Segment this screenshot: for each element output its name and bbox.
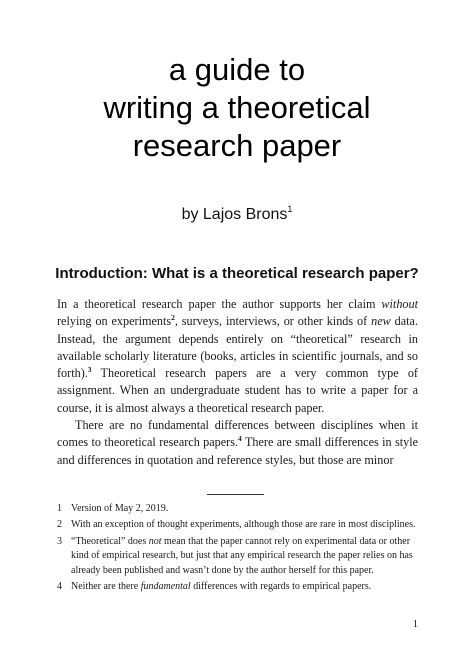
footnote-text: Version of May 2, 2019. xyxy=(71,503,169,514)
footnote-number: 3 xyxy=(57,535,62,547)
p1-text-5: Theoretical research papers are a very common type of assignment. When an undergraduate student has to write a paper for a course, it is almost always a theoretical research paper. xyxy=(57,366,418,415)
footnote-number: 2 xyxy=(57,519,62,531)
p2-text-2: There are small differences in style and differences in quotation and reference styles, but those are minor xyxy=(57,435,418,467)
footnote-3-text-a: “Theoretical” does xyxy=(71,535,149,547)
footnote-3-emphasis: not xyxy=(148,535,162,547)
footnote-4-emphasis: fundamental xyxy=(140,581,191,593)
footnote-4-text-a: Neither are there xyxy=(71,581,141,593)
footnote-divider xyxy=(207,494,264,495)
footnote-text xyxy=(71,580,418,594)
author-footnote-mark: 1 xyxy=(287,204,293,214)
footnote-ref-4: 4 xyxy=(238,434,242,444)
footnote-number: 1 xyxy=(57,503,62,514)
footnotes xyxy=(57,502,418,596)
footnote-ref-2: 2 xyxy=(171,313,175,323)
author-line xyxy=(0,204,474,224)
footnote-4 xyxy=(57,580,418,594)
title-line-1: a guide to xyxy=(168,52,306,87)
paragraph-2 xyxy=(57,417,418,469)
p1-text-1: In a theoretical research paper the author supports her claim xyxy=(57,297,382,311)
section-heading: Introduction: What is a theoretical research paper? xyxy=(55,265,419,282)
author-name: by Lajos Brons xyxy=(181,206,288,223)
p1-emphasis-new: new xyxy=(371,314,391,329)
footnote-text xyxy=(71,535,418,578)
title-line-3: research paper xyxy=(132,128,342,163)
footnote-3-text-b: mean that the paper cannot rely on experimental data or other kind of empirical research, but just that any empirical research the paper relies on has already been published and wasn’t done by the author herself for this paper. xyxy=(71,535,413,576)
footnote-4-text-b: differences with regards to empirical papers. xyxy=(190,581,372,593)
footnote-number: 4 xyxy=(57,581,62,593)
p1-text-3: , surveys, interviews, or other kinds of xyxy=(174,314,372,329)
footnote-3 xyxy=(57,535,418,578)
footnote-2 xyxy=(57,518,418,532)
footnote-text: With an exception of thought experiments, although those are rare in most disciplines. xyxy=(71,519,416,531)
title-line-2: writing a theoretical xyxy=(103,90,371,125)
page-number: 1 xyxy=(412,619,418,630)
p2-text-1: There are no fundamental differences between disciplines when it comes to theoretical research papers. xyxy=(57,418,418,450)
footnote-ref-3: 3 xyxy=(87,365,92,375)
p1-emphasis-without: without xyxy=(381,297,418,311)
p1-text-2: relying on experiments xyxy=(57,314,172,329)
footnote-1 xyxy=(57,502,418,516)
paragraph-1 xyxy=(57,296,418,417)
p1-text-4: data. Instead, the argument depends entirely on “theoretical” research in available scholarly literature (books, articles in scientific journals, and so forth). xyxy=(57,314,418,381)
body-text xyxy=(57,296,418,469)
